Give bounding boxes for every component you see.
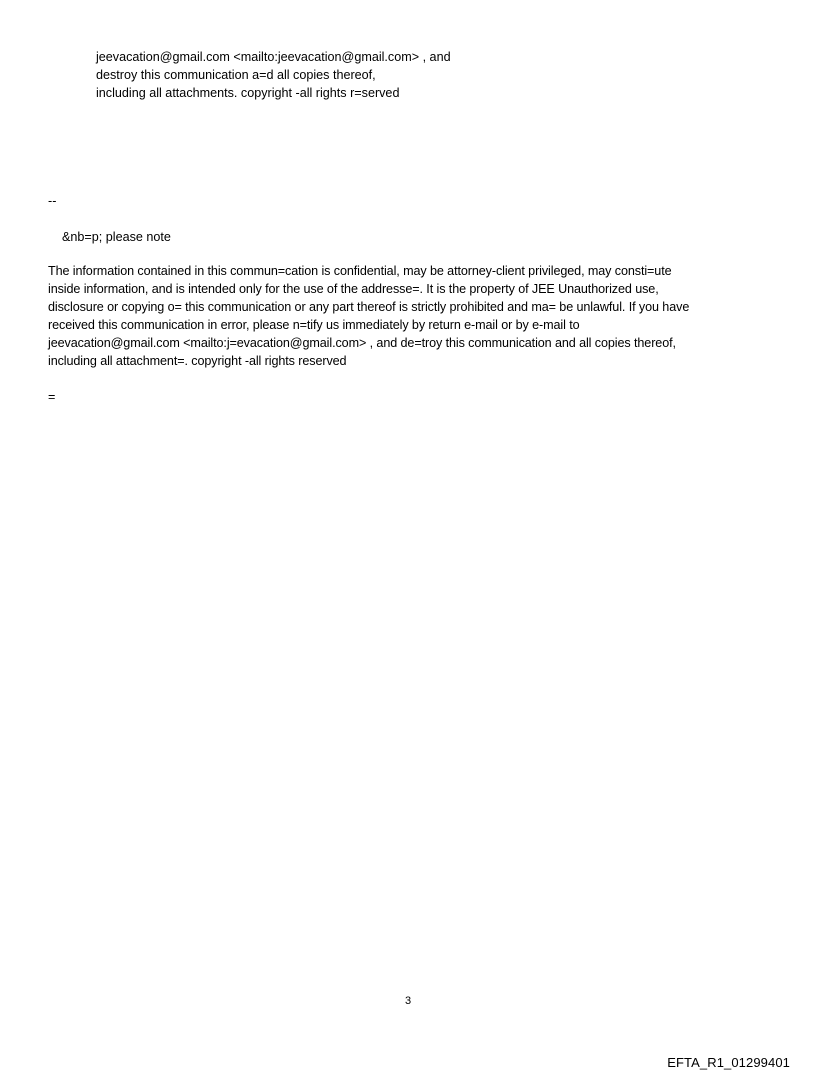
page-number: 3 (404, 995, 412, 1007)
quoted-disclaimer-line-1: jeevacation@gmail.com <mailto:jeevacation@gmail.com> , and (96, 50, 451, 64)
quoted-disclaimer-line-2: destroy this communication a=d all copies thereof, (96, 68, 376, 82)
quoted-disclaimer-line-3: including all attachments. copyright -all rights r=served (96, 86, 400, 100)
disclaimer-paragraph-line-2: inside information, and is intended only for the use of the addresse=. It is the property of JEE Unauthorized use, (48, 282, 659, 296)
document-id-stamp: EFTA_R1_01299401 (667, 1055, 790, 1070)
please-note-heading: &nb=p; please note (62, 230, 171, 244)
disclaimer-paragraph-line-5: jeevacation@gmail.com <mailto:j=evacation@gmail.com> , and de=troy this communication and all copies thereof, (48, 336, 676, 350)
disclaimer-paragraph-line-3: disclosure or copying o= this communication or any part thereof is strictly prohibited and ma= be unlawful. If you have (48, 300, 690, 314)
trailing-equals-mark: = (48, 390, 56, 404)
disclaimer-paragraph-line-4: received this communication in error, please n=tify us immediately by return e-mail or by e-mail to (48, 318, 580, 332)
signature-separator: -- (48, 194, 57, 208)
disclaimer-paragraph-line-6: including all attachment=. copyright -all rights reserved (48, 354, 347, 368)
disclaimer-paragraph-line-1: The information contained in this commun=cation is confidential, may be attorney-client privileged, may consti=ute (48, 264, 672, 278)
